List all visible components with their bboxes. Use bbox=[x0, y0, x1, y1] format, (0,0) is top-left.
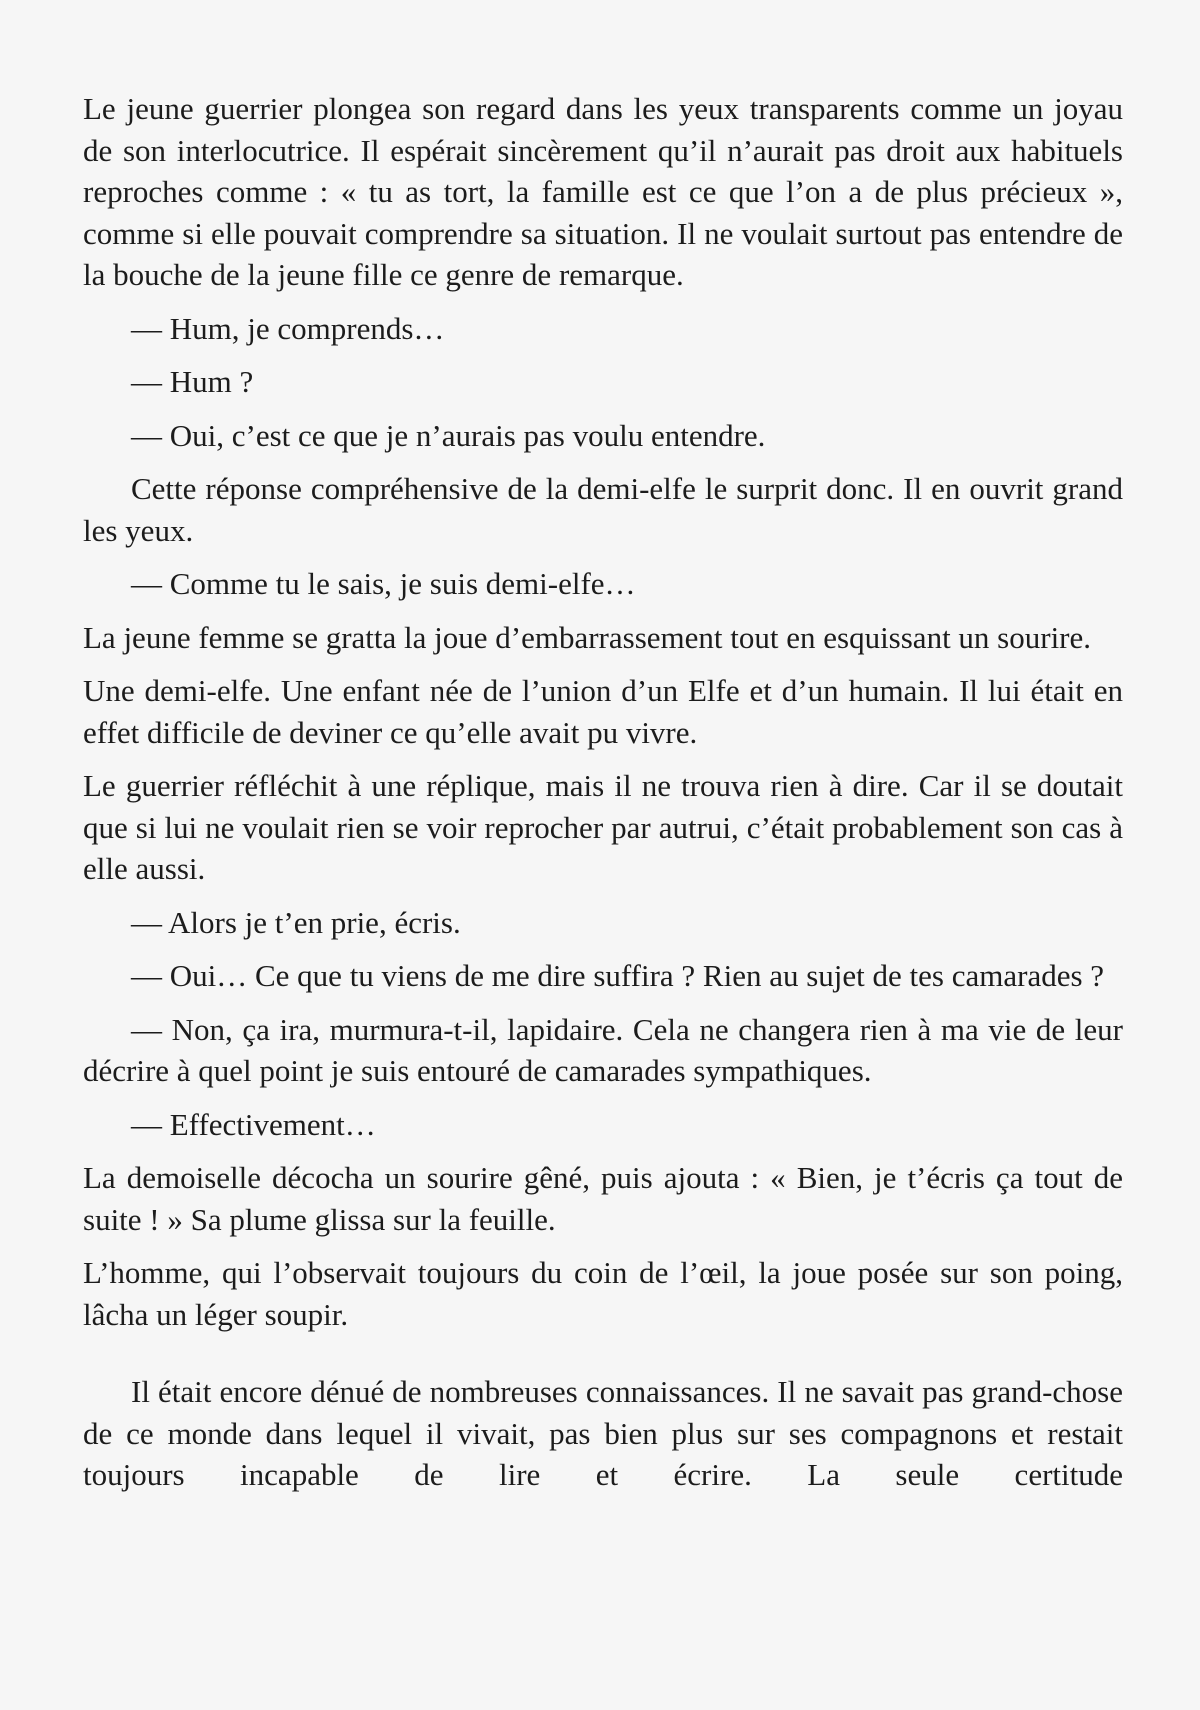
dialogue-line: — Hum, je comprends… bbox=[131, 310, 445, 346]
dialogue-line: — Oui, c’est ce que je n’aurais pas voulu entendre. bbox=[131, 417, 766, 453]
paragraph: La demoiselle décocha un sourire gêné, puis ajouta : « Bien, je t’écris ça tout de suite ! » Sa plume glissa sur la feuille. bbox=[83, 1160, 1123, 1237]
dialogue-line: — Comme tu le sais, je suis demi-elfe… bbox=[131, 566, 636, 601]
paragraph: Le jeune guerrier plongea son regard dans les yeux transparents comme un joyau de son interlocutrice. Il espérait sincèrement qu’il n’aurait pas droit aux habituels reproches comme : « tu as tort, la famille est ce que l’on a de plus précieux », comme si elle pouvait comprendre sa situation. Il ne voulait surtout pas entendre de la bouche de la jeune fille ce genre de remarque. bbox=[83, 91, 1123, 292]
paragraph: Une demi-elfe. Une enfant née de l’union d’un Elfe et d’un humain. Il lui était en effet difficile de deviner ce qu’elle avait pu vivre. bbox=[83, 673, 1123, 750]
page-body-text bbox=[83, 88, 1123, 1496]
dialogue-line: — Non, ça ira, murmura-t-il, lapidaire. Cela ne changera rien à ma vie de leur décrire à quel point je suis entouré de camarades sympathiques. bbox=[83, 1011, 1123, 1088]
dialogue-line: — Alors je t’en prie, écris. bbox=[131, 904, 461, 940]
paragraph: La jeune femme se gratta la joue d’embarrassement tout en esquissant un sourire. bbox=[83, 619, 1092, 655]
paragraph: Il était encore dénué de nombreuses connaissances. Il ne savait pas grand-chose de ce monde dans lequel il vivait, pas bien plus sur ses compagnons et restait toujours incapable de lire et écrire. La seule certitude bbox=[83, 1374, 1123, 1492]
paragraph: L’homme, qui l’observait toujours du coin de l’œil, la joue posée sur son poing, lâcha un léger soupir. bbox=[83, 1255, 1123, 1332]
dialogue-line: — Effectivement… bbox=[131, 1106, 376, 1142]
paragraph: Cette réponse compréhensive de la demi-elfe le surprit donc. Il en ouvrit grand les yeux. bbox=[83, 471, 1123, 548]
dialogue-line: — Hum ? bbox=[131, 364, 254, 399]
paragraph: Le guerrier réfléchit à une réplique, mais il ne trouva rien à dire. Car il se doutait que si lui ne voulait rien se voir reprocher par autrui, c’était probablement son cas à elle aussi. bbox=[83, 768, 1123, 886]
dialogue-line: — Oui… Ce que tu viens de me dire suffira ? Rien au sujet de tes camarades ? bbox=[131, 958, 1105, 993]
